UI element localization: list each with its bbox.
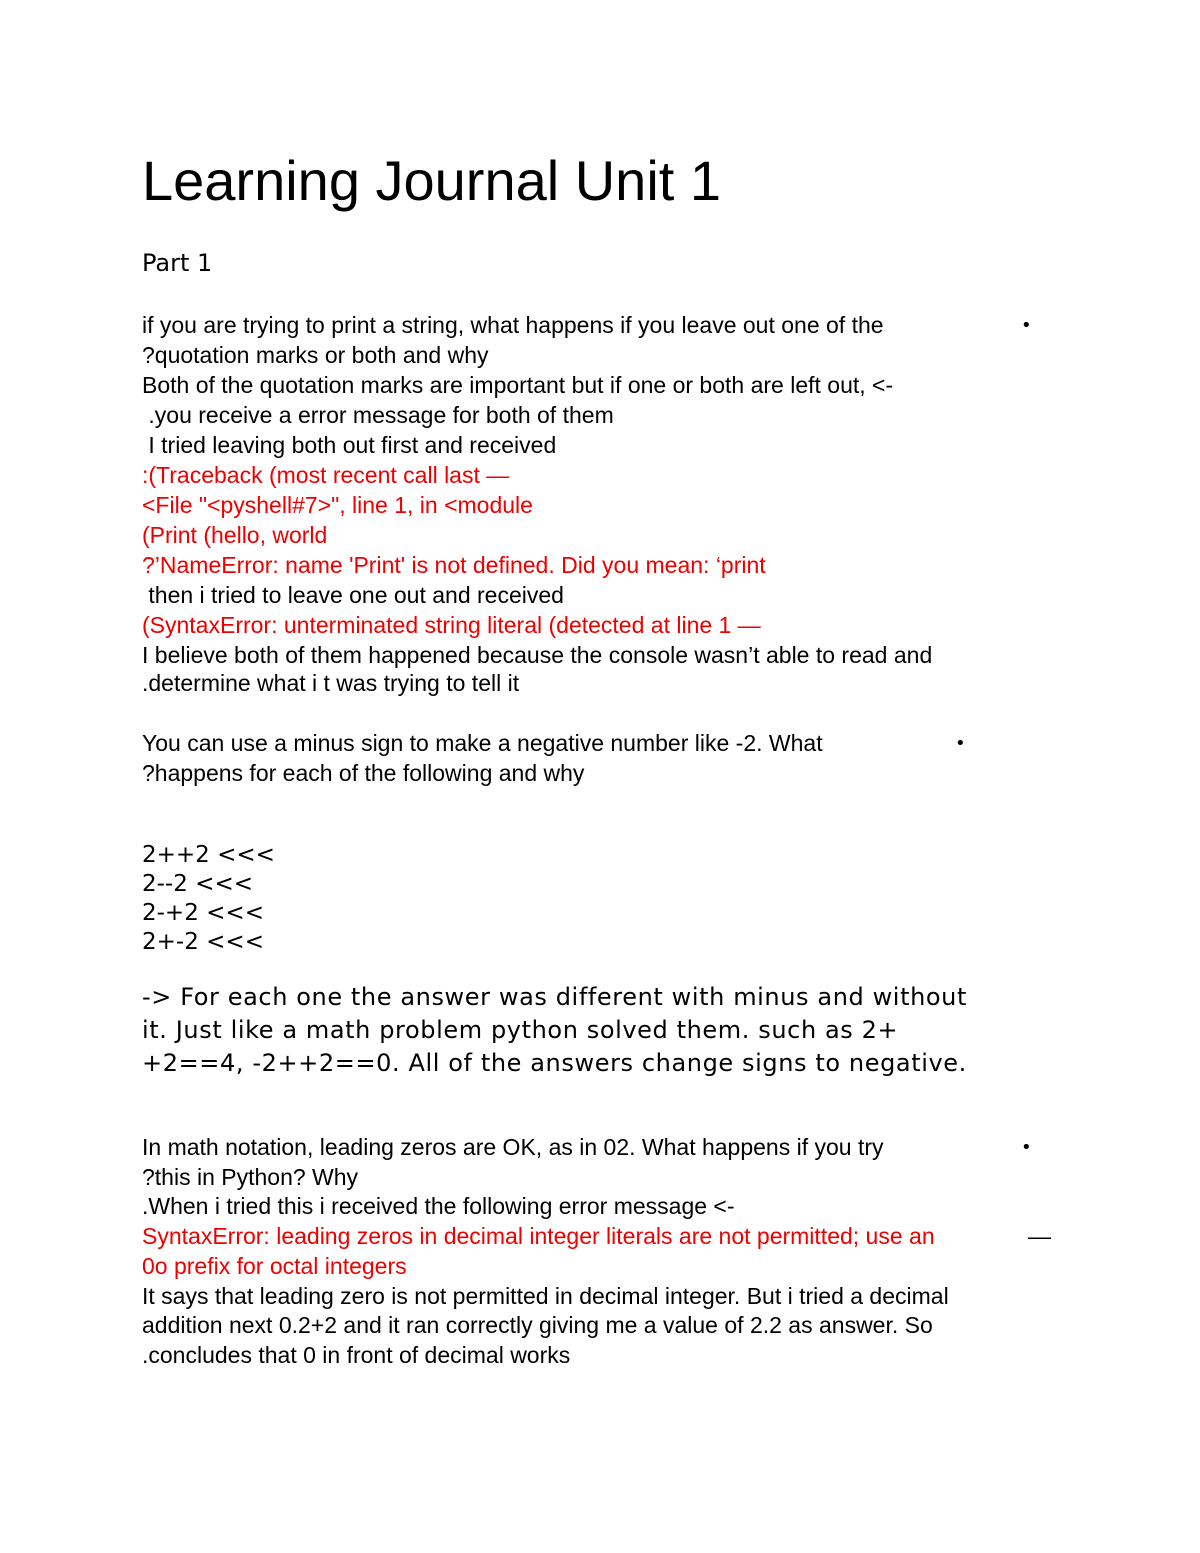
q1-conclusion-line-1: I believe both of them happened because the console wasn’t able to read and [142, 642, 933, 668]
q1-conclusion-line-2: .determine what i t was trying to tell it [142, 670, 520, 696]
q3-question-line-1: In math notation, leading zeros are OK, as in 02. What happens if you try [142, 1134, 884, 1160]
q2-answer-line-2: it. Just like a math problem python solved them. such as 2+ [142, 1016, 899, 1044]
q1-answer-line-3: I tried leaving both out first and received [142, 432, 557, 458]
q2-answer-line-1: -> For each one the answer was different with minus and without [142, 983, 967, 1011]
q1-error-line-3: (Print (hello, world [142, 522, 328, 548]
q2-answer-line-3: +2==4, -2++2==0. All of the answers change signs to negative. [142, 1049, 967, 1077]
q2-expression-2: 2--2 <<< [142, 871, 253, 897]
q2-expression-4: 2+-2 <<< [142, 929, 264, 955]
q3-question-line-2: ?this in Python? Why [142, 1164, 359, 1190]
bullet-icon: • [1021, 1137, 1032, 1158]
q3-conclusion-line-1: It says that leading zero is not permitted in decimal integer. But i tried a decimal [142, 1283, 949, 1309]
q3-error-line-1: SyntaxError: leading zeros in decimal integer literals are not permitted; use an [142, 1223, 935, 1249]
part-heading: Part 1 [142, 249, 213, 277]
q3-conclusion-line-2: addition next 0.2+2 and it ran correctly giving me a value of 2.2 as answer. So [142, 1312, 933, 1338]
q1-answer-line-2: .you receive a error message for both of them [142, 402, 614, 428]
bullet-icon: • [1021, 315, 1032, 336]
q1-error-line-1: :(Traceback (most recent call last — [142, 462, 510, 488]
bullet-icon: • [955, 733, 966, 754]
q1-question-line-1: if you are trying to print a string, what happens if you leave out one of the [142, 312, 884, 338]
q2-expression-1: 2++2 <<< [142, 842, 275, 868]
q1-error-line-2: <File "<pyshell#7>", line 1, in <module [142, 492, 533, 518]
q3-answer-intro: .When i tried this i received the following error message <- [142, 1193, 735, 1219]
q1-question-line-2: ?quotation marks or both and why [142, 342, 489, 368]
q2-question-line-2: ?happens for each of the following and why [142, 760, 585, 786]
q3-error-dash: — [1028, 1223, 1051, 1249]
q3-conclusion-line-3: .concludes that 0 in front of decimal works [142, 1342, 571, 1368]
document-title: Learning Journal Unit 1 [142, 149, 722, 212]
q1-error-line-4: ?’NameError: name 'Print' is not defined. Did you mean: ‘print [142, 552, 766, 578]
q1-answer-line-1: Both of the quotation marks are important but if one or both are left out, <- [142, 372, 894, 398]
q1-syntax-error: (SyntaxError: unterminated string literal (detected at line 1 — [142, 612, 761, 638]
q1-then-text: then i tried to leave one out and received [142, 582, 564, 608]
q2-expression-3: 2-+2 <<< [142, 900, 264, 926]
q2-question-line-1: You can use a minus sign to make a negative number like -2. What [142, 730, 823, 756]
q3-error-line-2: 0o prefix for octal integers [142, 1253, 407, 1279]
